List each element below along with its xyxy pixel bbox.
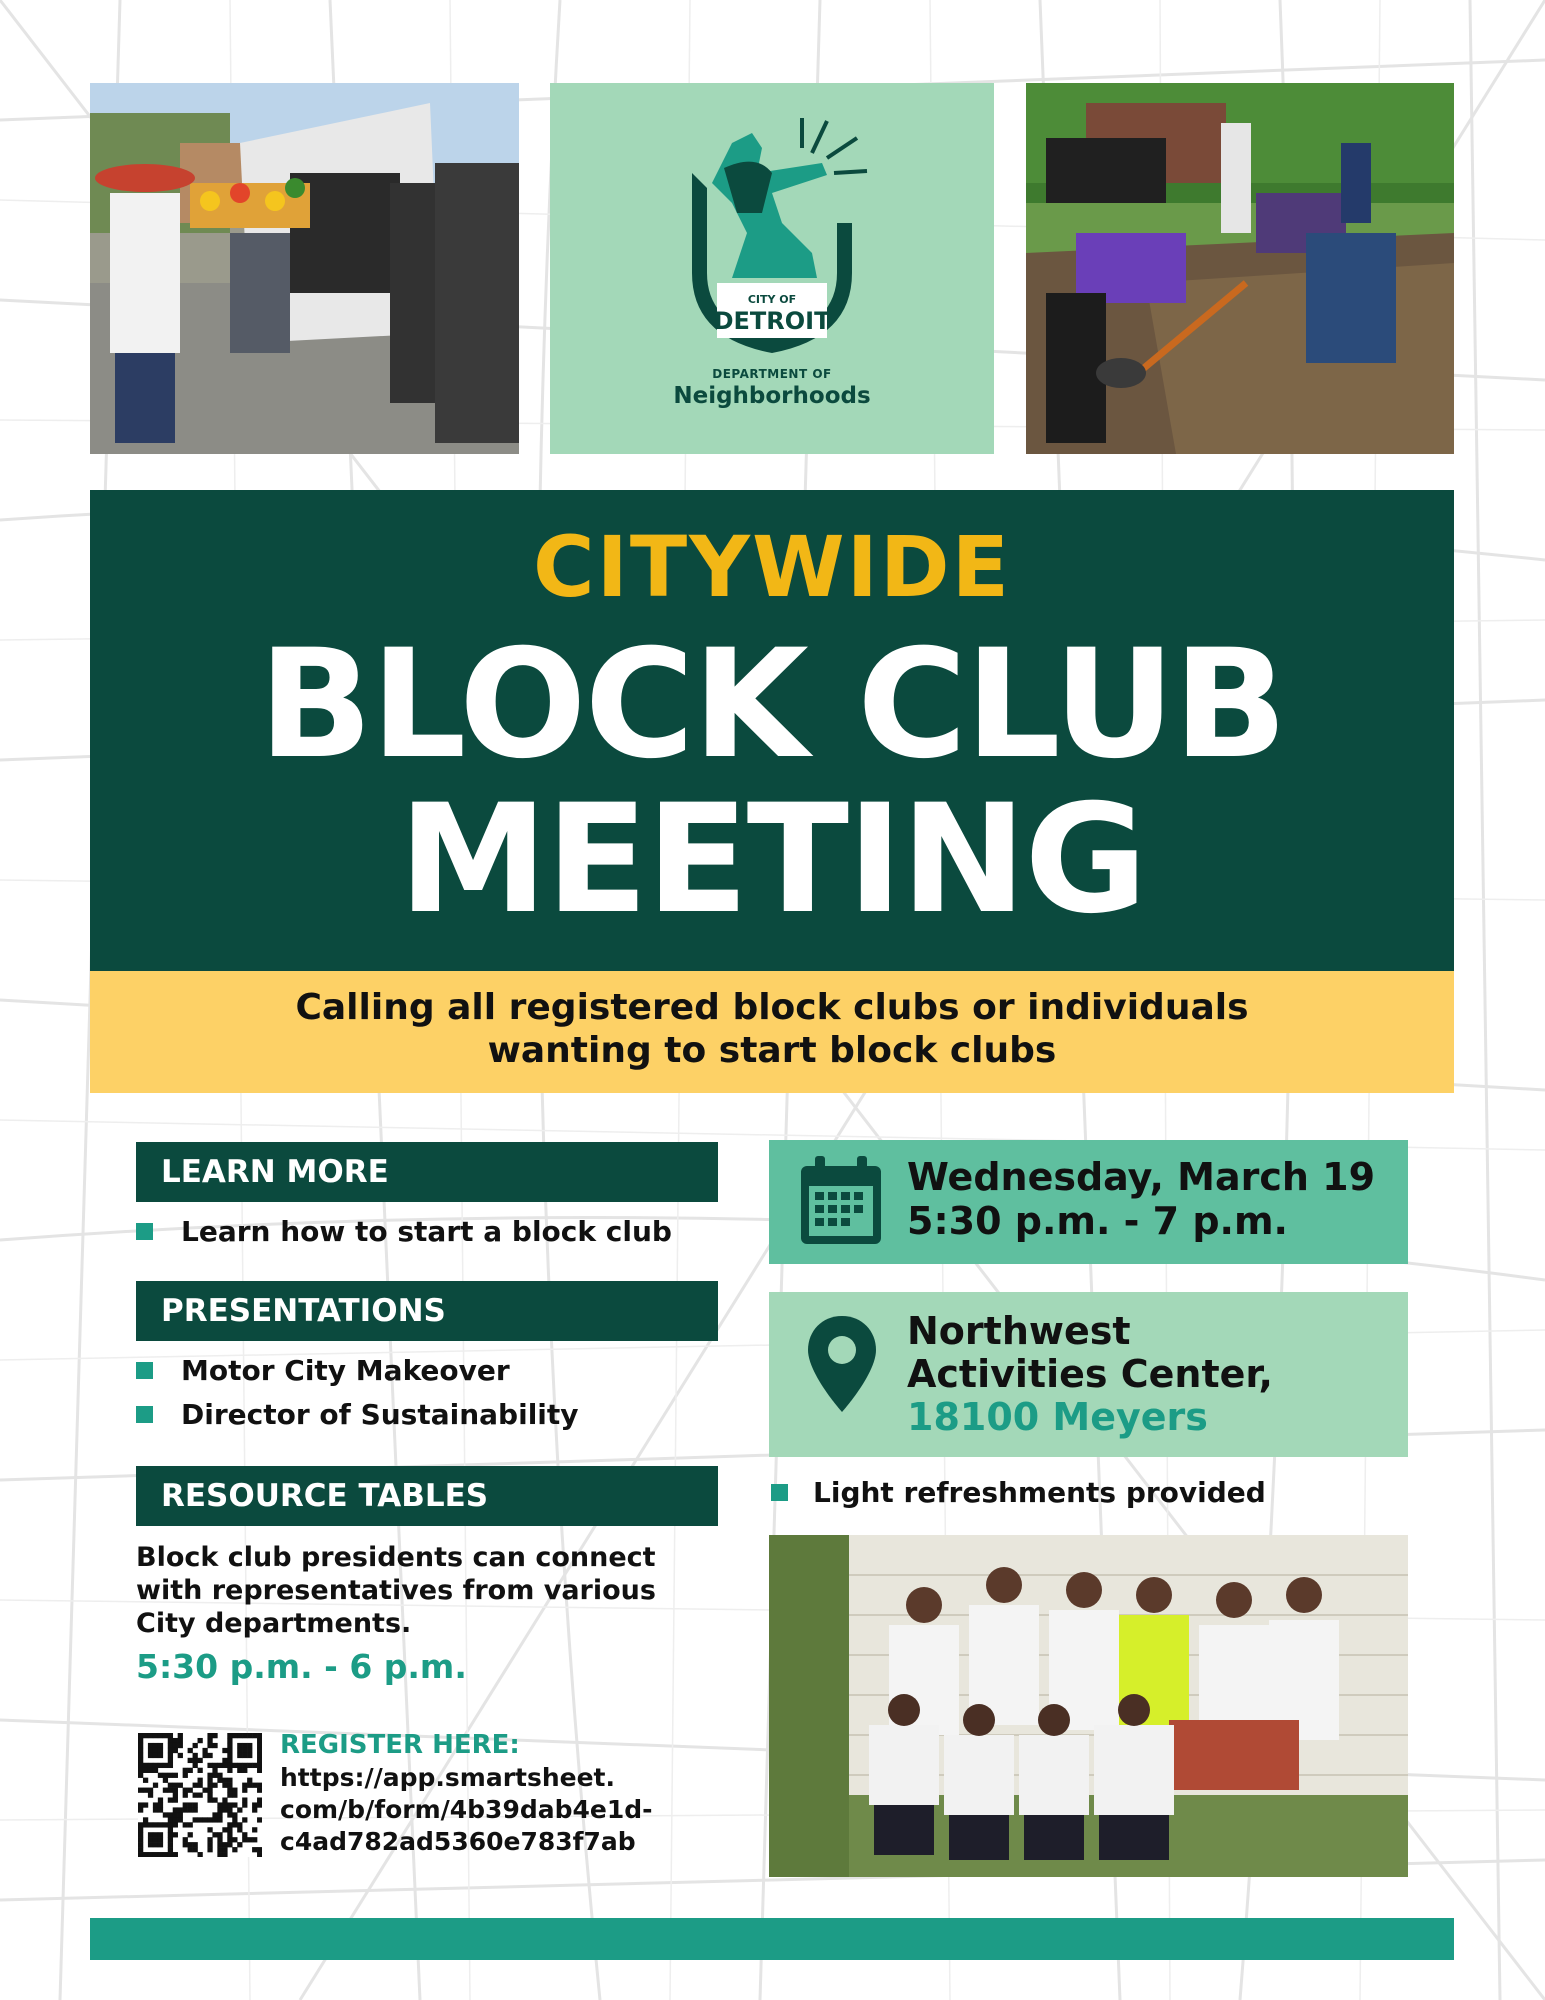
presentation-item — [136, 1350, 718, 1390]
logo-department-of: DEPARTMENT OF — [712, 367, 832, 381]
bullet-square-icon — [136, 1406, 153, 1423]
department-logo — [550, 83, 994, 454]
logo-city-of: CITY OF — [747, 293, 797, 306]
photo-group-volunteers — [769, 1535, 1408, 1877]
event-time: 5:30 p.m. - 7 p.m. — [907, 1199, 1288, 1243]
location-box — [769, 1292, 1408, 1457]
footer-bar — [90, 1918, 1454, 1960]
resource-description-line: City departments. — [136, 1608, 412, 1639]
title-line-2: MEETING — [398, 773, 1146, 947]
qr-code-icon[interactable] — [138, 1733, 262, 1857]
resource-tables-heading: RESOURCE TABLES — [136, 1466, 718, 1526]
logo-city-name: DETROIT — [713, 307, 831, 335]
register-url-line: c4ad782ad5360e783f7ab — [280, 1827, 636, 1856]
photo-gardening — [1026, 83, 1454, 454]
calendar-icon — [797, 1156, 885, 1248]
logo-department-name: Neighborhoods — [673, 383, 871, 409]
title-block — [90, 490, 1454, 971]
presentation-item — [136, 1394, 718, 1434]
presentation-item-label: Motor City Makeover — [181, 1353, 510, 1387]
date-time-box — [769, 1140, 1408, 1264]
learn-more-heading: LEARN MORE — [136, 1142, 718, 1202]
refreshments-label: Light refreshments provided — [813, 1475, 1266, 1509]
event-date: Wednesday, March 19 — [907, 1155, 1376, 1199]
bullet-square-icon — [136, 1362, 153, 1379]
resource-tables-description — [136, 1541, 736, 1640]
resource-tables-time: 5:30 p.m. - 6 p.m. — [136, 1647, 467, 1686]
presentation-item-label: Director of Sustainability — [181, 1397, 579, 1431]
refreshments-note — [771, 1474, 1266, 1510]
title-line-1: BLOCK CLUB — [258, 618, 1286, 792]
resource-description-line: Block club presidents can connect — [136, 1542, 656, 1573]
bullet-square-icon — [136, 1223, 153, 1240]
register-label: REGISTER HERE: — [280, 1730, 520, 1760]
learn-more-item-label: Learn how to start a block club — [181, 1214, 672, 1248]
learn-more-item — [136, 1211, 718, 1251]
photo-volunteers-flowers — [90, 83, 519, 454]
spirit-of-detroit-icon — [662, 113, 882, 363]
register-url[interactable] — [280, 1762, 653, 1858]
location-pin-icon — [805, 1314, 879, 1414]
location-name-line-1: Northwest — [907, 1309, 1131, 1353]
title-eyebrow: CITYWIDE — [532, 518, 1012, 616]
call-line-1: Calling all registered block clubs or individuals — [295, 987, 1249, 1028]
resource-description-line: with representatives from various — [136, 1575, 656, 1606]
register-url-line: https://app.smartsheet. — [280, 1763, 616, 1792]
call-to-action-band — [90, 971, 1454, 1093]
call-line-2: wanting to start block clubs — [487, 1030, 1057, 1071]
bullet-square-icon — [771, 1484, 788, 1501]
location-address: 18100 Meyers — [907, 1395, 1208, 1439]
register-url-line: com/b/form/4b39dab4e1d- — [280, 1795, 653, 1824]
presentations-heading: PRESENTATIONS — [136, 1281, 718, 1341]
location-name-line-2: Activities Center, — [907, 1352, 1273, 1396]
